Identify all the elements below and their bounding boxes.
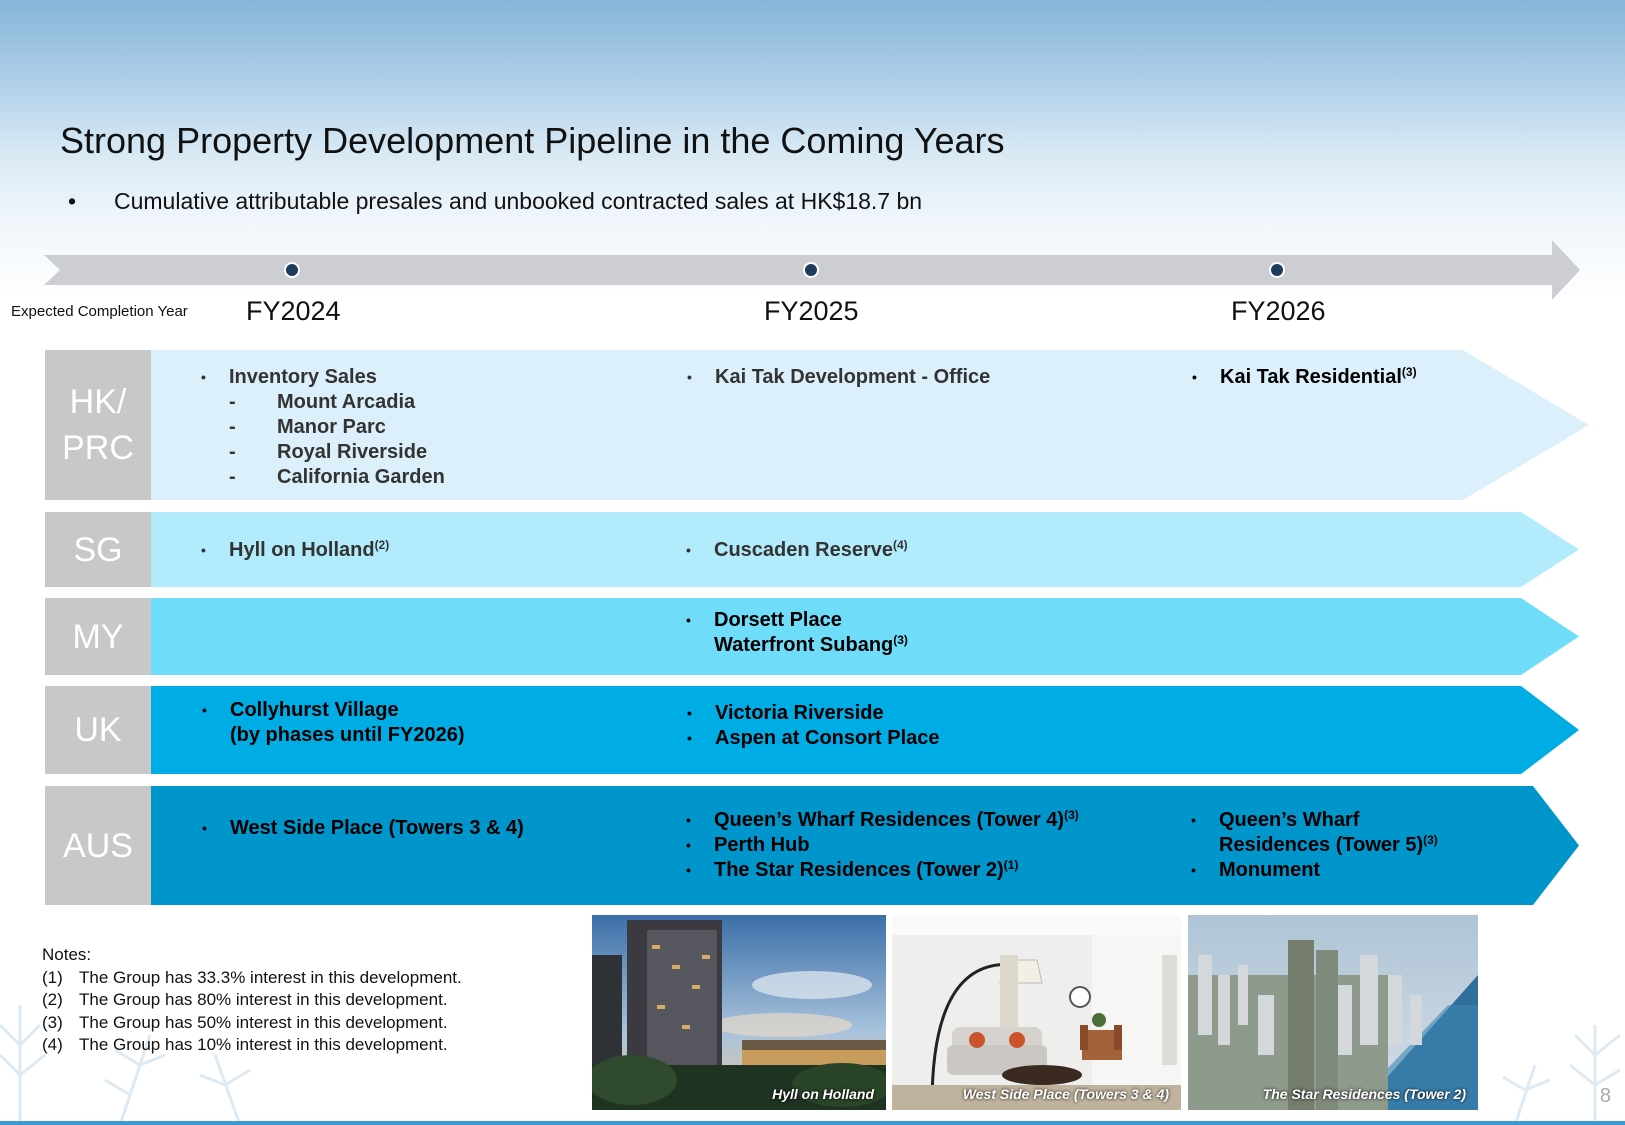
list-item: • The Star Residences (Tower 2)$^{(1)}$ — [686, 858, 1019, 881]
photo-caption: Hyll on Holland — [772, 1086, 874, 1102]
photo-west-side-place — [892, 915, 1181, 1110]
list-subitem: - Mount Arcadia — [229, 391, 416, 413]
list-item: • Collyhurst Village (by phases until FY2026) — [202, 699, 465, 746]
hk-fy2024-list — [201, 365, 445, 490]
timeline-dot-fy2024 — [285, 263, 299, 277]
list-item: • Queen’s Wharf Residences (Tower 5)$^{(3)}$ — [1191, 809, 1438, 856]
notes-heading: Notes: — [42, 945, 92, 964]
list-item: • Inventory Sales — [201, 366, 377, 388]
subtitle-bullet: • — [68, 188, 77, 214]
subtitle — [68, 188, 922, 215]
page-number: 8 — [1599, 1085, 1611, 1107]
list-item: • West Side Place (Towers 3 & 4) — [202, 817, 524, 839]
region-label-hk-prc — [45, 350, 151, 500]
subtitle-text: Cumulative attributable presales and unbooked contracted sales at HK$18.7 bn — [114, 188, 923, 214]
timeline-dot-fy2025 — [804, 263, 818, 277]
list-item: • Queen’s Wharf Residences (Tower 4)$^{(3)}$ — [686, 808, 1079, 831]
list-item: • Hyll on Holland$^{(2)}$ — [201, 538, 390, 561]
note-item: (3) The Group has 50% interest in this development. — [42, 1012, 448, 1032]
list-item: • Dorsett Place Waterfront Subang$^{(3)}$ — [686, 609, 908, 656]
uk-fy2025-list — [687, 701, 940, 751]
list-item: • Aspen at Consort Place — [687, 727, 940, 749]
region-label-aus: AUS — [45, 786, 151, 905]
list-subitem: - Manor Parc — [229, 416, 386, 438]
timeline-arrow — [0, 235, 1625, 305]
photo-hyll-on-holland — [592, 915, 886, 1110]
list-item: • Kai Tak Residential$^{(3)}$ — [1192, 365, 1417, 388]
photo-caption: West Side Place (Towers 3 & 4) — [962, 1086, 1169, 1102]
year-fy2024: FY2024 — [246, 296, 341, 326]
region-label-hk-line1: HK/ — [69, 383, 127, 421]
sg-fy2025-list — [686, 538, 908, 563]
region-label-hk-line2: PRC — [62, 429, 134, 467]
list-item: • Kai Tak Development - Office — [687, 366, 991, 388]
timeline-dot-fy2026 — [1270, 263, 1284, 277]
hk-fy2025-list — [687, 365, 991, 390]
page-title: Strong Property Development Pipeline in the Coming Years — [60, 120, 1005, 161]
expected-completion-label: Expected Completion Year — [11, 303, 188, 320]
aus-fy2025-list — [686, 808, 1079, 883]
photo-caption: The Star Residences (Tower 2) — [1262, 1086, 1466, 1102]
list-item: • Monument — [1191, 859, 1321, 881]
aus-fy2026-list — [1191, 808, 1438, 883]
region-label-sg: SG — [45, 512, 151, 587]
bottom-bar — [0, 1121, 1625, 1125]
year-fy2025: FY2025 — [764, 296, 859, 326]
my-fy2025-list — [686, 608, 908, 658]
region-label-my: MY — [45, 598, 151, 675]
region-label-uk: UK — [45, 686, 151, 774]
aus-fy2024-list — [202, 816, 524, 841]
sg-fy2024-list — [201, 538, 390, 563]
list-item: • Victoria Riverside — [687, 702, 884, 724]
list-item: • Perth Hub — [686, 834, 810, 856]
list-item: • Cuscaden Reserve$^{(4)}$ — [686, 538, 908, 561]
list-subitem: - Royal Riverside — [229, 441, 428, 463]
year-fy2026: FY2026 — [1231, 296, 1326, 326]
note-item: (1) The Group has 33.3% interest in this development. — [42, 967, 462, 987]
note-item: (2) The Group has 80% interest in this development. — [42, 990, 448, 1009]
note-item: (4) The Group has 10% interest in this development. — [42, 1035, 448, 1054]
photo-star-residences — [1188, 915, 1478, 1110]
uk-fy2024-list — [202, 698, 465, 748]
hk-fy2026-list — [1192, 365, 1417, 390]
list-subitem: - California Garden — [229, 466, 445, 488]
notes — [42, 944, 462, 1057]
